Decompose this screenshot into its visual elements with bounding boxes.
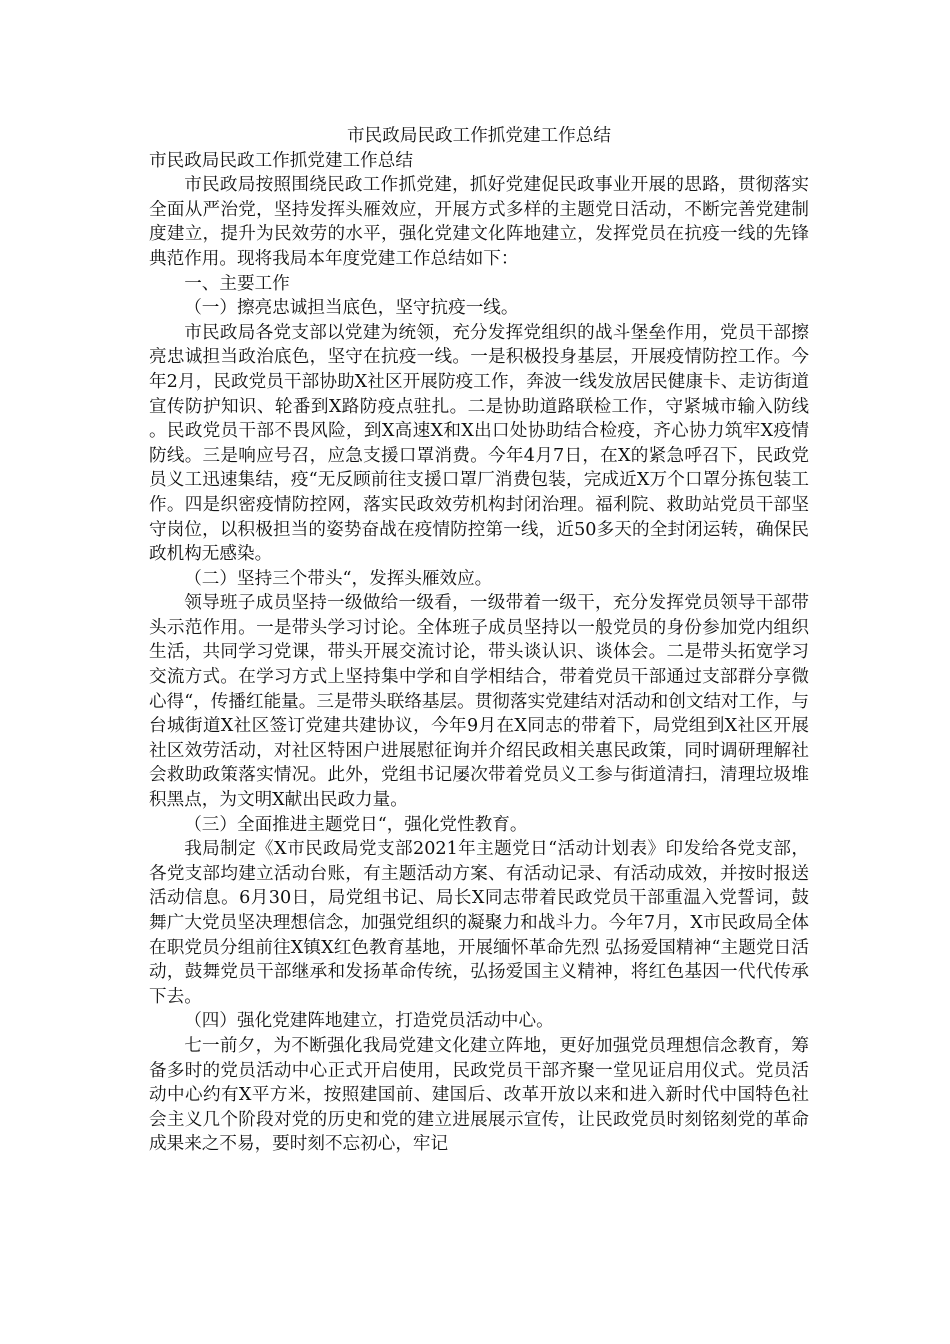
intro-paragraph: 市民政局按照围绕民政工作抓党建，抓好党建促民政事业开展的思路，贯彻落实全面从严治党，坚持发挥头雁效应，开展方式多样的主题党日活动，不断完善党建制度建立，提升为民效劳的水平，强化党建文化阵地建立，发挥党员在抗疫一线的先锋典范作用。现将我局本年度党建工作总结如下： [149, 175, 809, 269]
section-heading-main-work: 一、主要工作 [184, 273, 290, 294]
document-page [149, 124, 809, 1157]
document-title: 市民政局民政工作抓党建工作总结 [347, 126, 611, 146]
item-3-heading: （三）全面推进主题党日“，强化党性教育。 [184, 814, 528, 835]
item-4-body: 七一前夕，为不断强化我局党建文化建立阵地，更好加强党员理想信念教育，筹备多时的党员活动中心正式开启使用，民政党员干部齐聚一堂见证启用仪式。党员活动中心约有X平方米，按照建国前、建国后、改革开放以来和进入新时代中国特色社会主义几个阶段对党的历史和党的建立进展展示宣传，让民政党员时刻铭刻党的革命成果来之不易，要时刻不忘初心，牢记 [149, 1035, 809, 1155]
item-3-body: 我局制定《X市民政局党支部2021年主题党日“活动计划表》印发给各党支部，各党支部均建立活动台账，有主题活动方案、有活动记录、有活动成效，并按时报送活动信息。6月30日，局党组书记、局长X同志带着民政党员干部重温入党誓词，鼓舞广大党员坚决理想信念，加强党组织的凝聚力和战斗力。今年7月，X市民政局全体在职党员分组前往X镇X红色教育基地，开展缅怀革命先烈 弘扬爱国精神“主题党日活动，鼓舞党员干部继承和发扬革命传统，弘扬爱国主义精神，将红色基因一代代传承下去。 [149, 839, 809, 1007]
item-2-heading: （二）坚持三个带头“，发挥头雁效应。 [184, 568, 493, 589]
document-subtitle: 市民政局民政工作抓党建工作总结 [149, 150, 413, 171]
item-4-heading: （四）强化党建阵地建立，打造党员活动中心。 [184, 1011, 554, 1032]
item-1-heading: （一）擦亮忠诚担当底色，坚守抗疫一线。 [184, 298, 519, 319]
item-2-body: 领导班子成员坚持一级做给一级看，一级带着一级干，充分发挥党员领导干部带头示范作用。一是带头学习讨论。全体班子成员坚持以一般党员的身份参加党内组织生活，共同学习党课，带头开展交流讨论，带头谈认识、谈体会。二是带头拓宽学习交流方式。在学习方式上坚持集中学和自学相结合，带着党员干部通过支部群分享微心得“，传播红能量。三是带头联络基层。贯彻落实党建结对活动和创文结对工作，与台城街道X社区签订党建共建协议，今年9月在X同志的带着下，局党组到X社区开展社区效劳活动，对社区特困户进展慰征询并介绍民政相关惠民政策，同时调研理解社会救助政策落实情况。此外，党组书记屡次带着党员义工参与街道清扫，清理垃圾堆积黑点，为文明X献出民政力量。 [149, 593, 809, 811]
item-1-body: 市民政局各党支部以党建为统领，充分发挥党组织的战斗堡垒作用，党员干部擦亮忠诚担当政治底色，坚守在抗疫一线。一是积极投身基层，开展疫情防控工作。今年2月，民政党员干部协助X社区开展防疫工作，奔波一线发放居民健康卡、走访街道宣传防护知识、轮番到X路防疫点驻扎。二是协助道路联检工作，守紧城市输入防线。民政党员干部不畏风险，到X高速X和X出口处协助结合检疫，齐心协力筑牢X疫情防线。三是响应号召，应急支援口罩消费。今年4月7日，在X的紧急呼召下，民政党员义工迅速集结，疫“无反顾前往支援口罩厂消费包装，完成近X万个口罩分拣包装工作。四是织密疫情防控网，落实民政效劳机构封闭治理。福利院、救助站党员干部坚守岗位，以积极担当的姿势奋战在疫情防控第一线，近50多天的全封闭运转，确保民政机构无感染。 [149, 322, 809, 565]
